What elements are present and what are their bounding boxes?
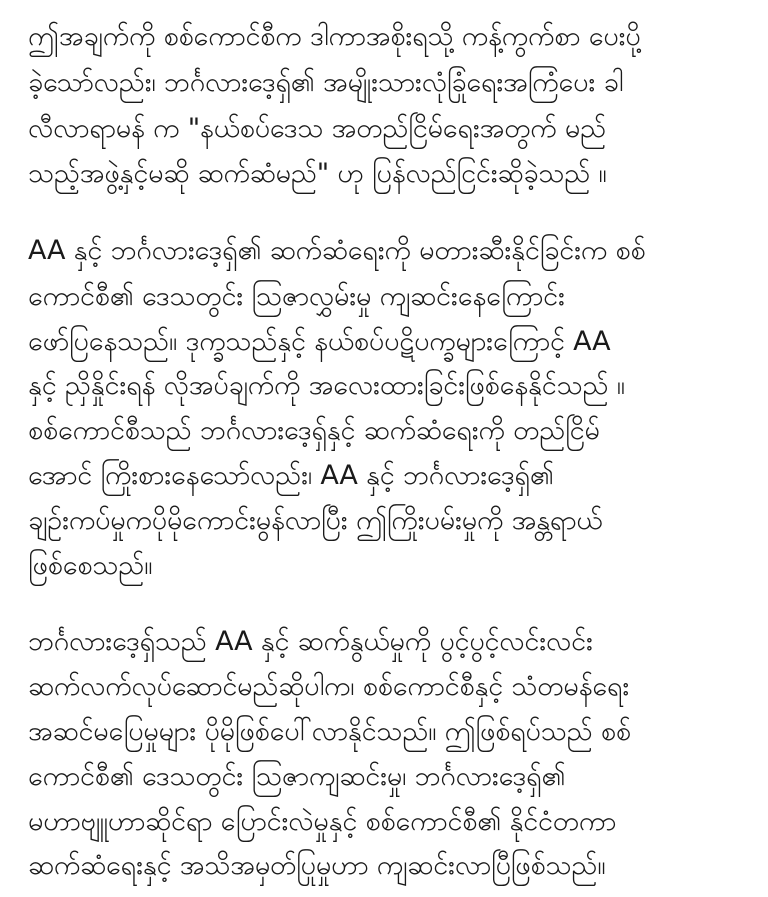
- text-line: အောင် ကြိုးစားနေသော်လည်း၊ AA နှင့် ဘင်္ဂလားဒေ့ရှ်၏: [28, 460, 554, 491]
- text-line: ခဲ့သော်လည်း၊ ဘင်္ဂလားဒေ့ရှ်၏ အမျိုးသားလုံခြုံရေးအကြံပေး ခါ: [28, 67, 624, 98]
- text-line: စစ်ကောင်စီသည် ဘင်္ဂလားဒေ့ရှ်နှင့် ဆက်ဆံရေးကို တည်ငြိမ်: [28, 415, 600, 446]
- text-line: ဖြစ်စေသည်။: [28, 550, 153, 581]
- text-line: အဆင်မပြေမှုများ ပိုမိုဖြစ်ပေါ်လာနိုင်သည်။ ဤဖြစ်ရပ်သည် စစ်: [28, 716, 631, 747]
- text-line: ဆက်ဆံရေးနှင့် အသိအမှတ်ပြုမှုဟာ ကျဆင်းလာပြီဖြစ်သည်။: [28, 850, 606, 881]
- text-line: လီလာရာမန် က "နယ်စပ်ဒေသ အတည်ငြိမ်ရေးအတွက် မည်: [28, 113, 607, 144]
- text-line: ချဉ်းကပ်မှုကပိုမိုကောင်းမွန်လာပြီး ဤကြိုးပမ်းမှုကို အန္တရာယ်: [28, 505, 603, 536]
- text-line: ဤအချက်ကို စစ်ကောင်စီက ဒါကာအစိုးရသို့ ကန့်ကွက်စာ ပေးပို့: [28, 21, 641, 52]
- text-line: မဟာဗျူဟာဆိုင်ရာ ပြောင်းလဲမှုနှင့် စစ်ကောင်စီ၏ နိုင်ငံတကာ: [28, 806, 617, 837]
- text-line: ဆက်လက်လုပ်ဆောင်မည်ဆိုပါက၊ စစ်ကောင်စီနှင့် သံတမန်ရေး: [28, 671, 630, 702]
- text-line: သည့်အဖွဲ့နှင့်မဆို ဆက်ဆံမည်" ဟု ပြန်လည်ငြင်းဆိုခဲ့သည် ။: [28, 158, 607, 189]
- text-line: AA နှင့် ဘင်္ဂလားဒေ့ရှ်၏ ဆက်ဆံရေးကို မတားဆီးနိုင်ခြင်းက စစ်: [28, 235, 646, 266]
- text-line: ကောင်စီ၏ ဒေသတွင်း သြဇာလွှမ်းမှု ကျဆင်းနေကြောင်း: [28, 281, 565, 312]
- text-line: နှင့် ညှိနှိုင်းရန် လိုအပ်ချက်ကို အလေးထားခြင်းဖြစ်နေနိုင်သည် ။: [28, 370, 625, 401]
- text-line: ဘင်္ဂလားဒေ့ရှ်သည် AA နှင့် ဆက်နွယ်မှုကို ပွင့်ပွင့်လင်းလင်း: [28, 626, 593, 657]
- text-line: ကောင်စီ၏ ဒေသတွင်း သြဇာကျဆင်းမှု၊ ဘင်္ဂလားဒေ့ရှ်၏: [28, 761, 566, 792]
- text-line: ဖော်ပြနေသည်။ ဒုက္ခသည်နှင့် နယ်စပ်ပဋိပက္ခများကြောင့် AA: [28, 326, 611, 357]
